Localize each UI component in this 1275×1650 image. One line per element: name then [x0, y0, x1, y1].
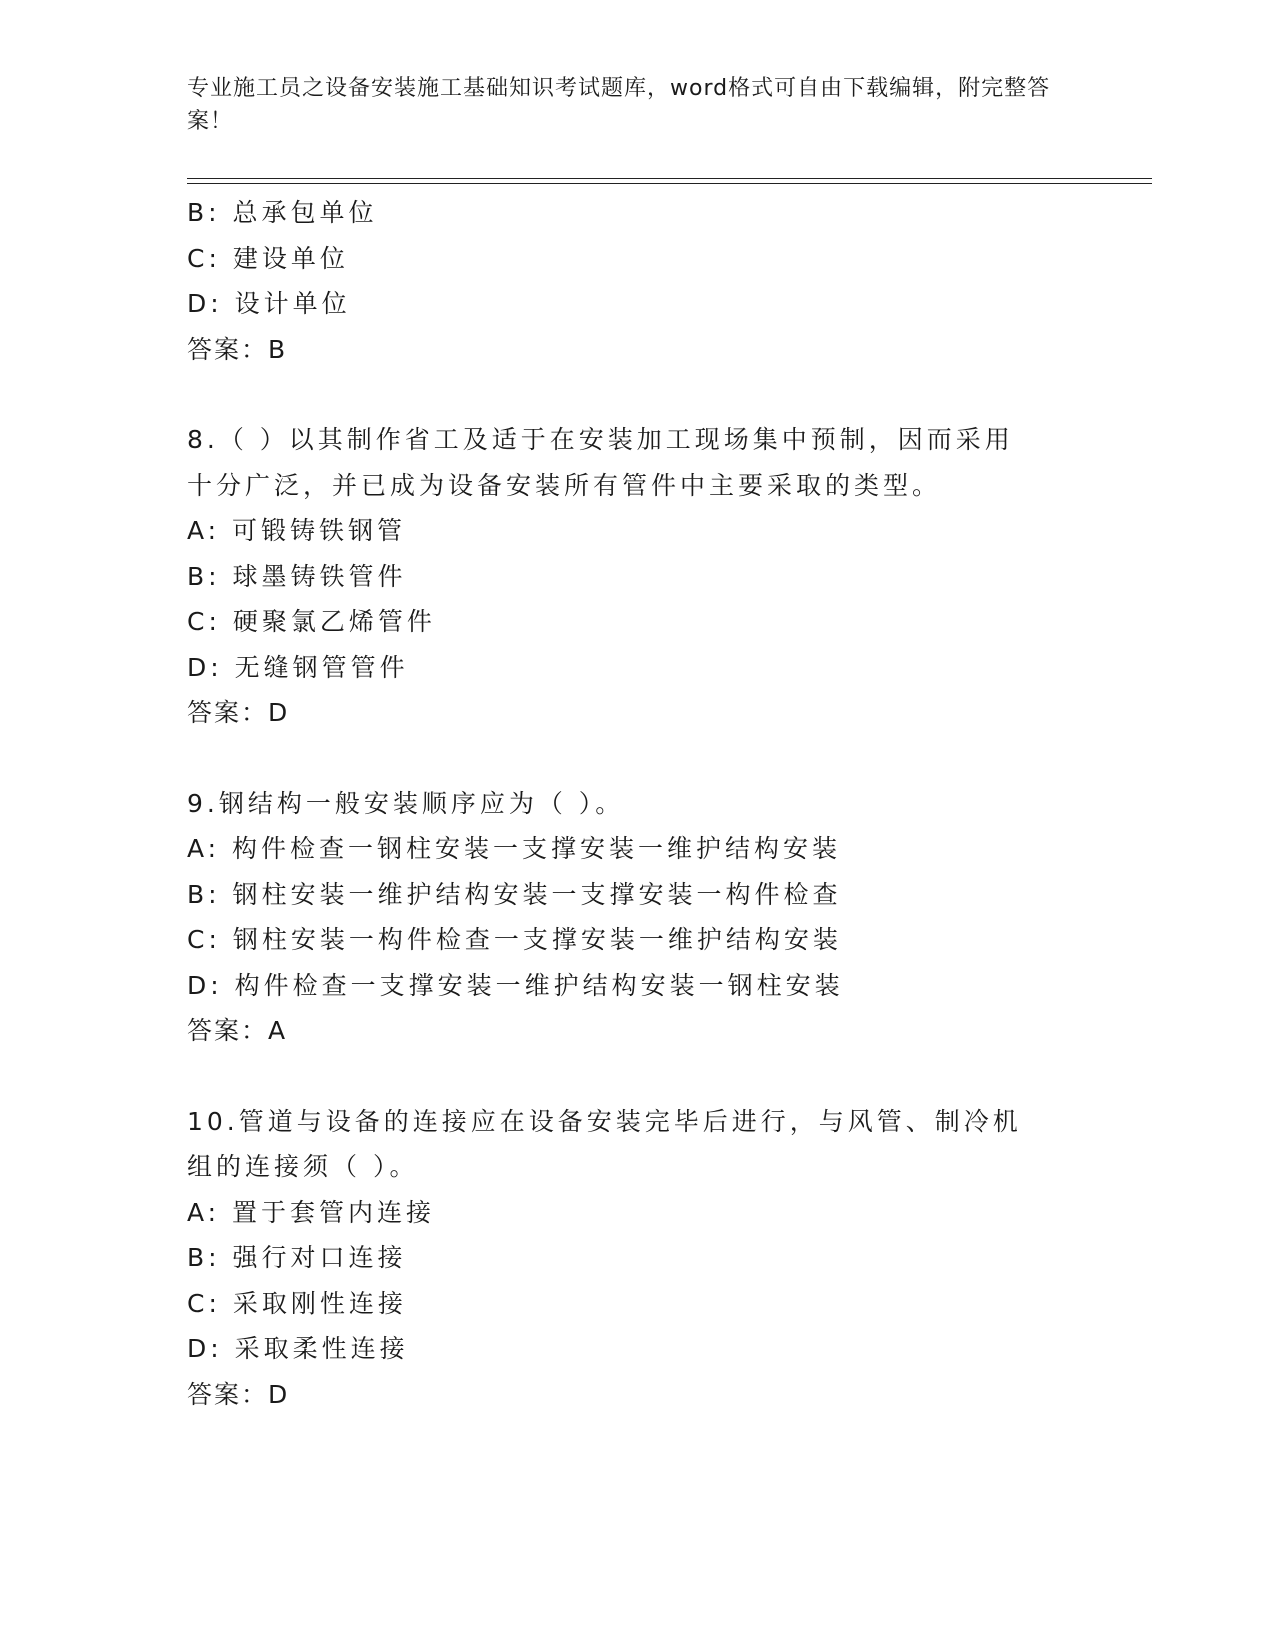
- option-a: A: 可锻铸铁钢管: [187, 516, 407, 545]
- option-d: D: 无缝钢管管件: [187, 652, 409, 682]
- header-rule-bottom: [187, 183, 1152, 184]
- question-10: [187, 1099, 1087, 1418]
- header-rule-top: [187, 178, 1152, 179]
- option-d: D: 采取柔性连接: [187, 1334, 409, 1363]
- option-b: B: 总承包单位: [187, 198, 378, 227]
- question-8: [187, 417, 1087, 736]
- option-c: C: 建设单位: [187, 243, 349, 273]
- answer: 答案：D: [187, 698, 290, 727]
- option-b: B: 钢柱安装一维护结构安装一支撑安装一构件检查: [187, 879, 842, 909]
- answer: 答案：D: [187, 1379, 290, 1409]
- option-c: C: 硬聚氯乙烯管件: [187, 607, 436, 636]
- question-9: [187, 781, 1087, 1054]
- spacer: [187, 372, 1087, 417]
- spacer: [187, 1054, 1087, 1099]
- option-d: D: 构件检查一支撑安装一维护结构安装一钢柱安装: [187, 970, 844, 1000]
- option-c: C: 采取刚性连接: [187, 1288, 407, 1318]
- answer: 答案：A: [187, 1016, 288, 1045]
- question-text: 9.钢结构一般安装顺序应为（ ）。: [187, 788, 625, 818]
- page-header: 专业施工员之设备安装施工基础知识考试题库，word格式可自由下载编辑，附完整答案！: [187, 76, 1051, 134]
- answer: 答案：B: [187, 334, 288, 364]
- option-b: B: 强行对口连接: [187, 1243, 407, 1272]
- option-c: C: 钢柱安装一构件检查一支撑安装一维护结构安装: [187, 925, 842, 954]
- option-a: A: 构件检查一钢柱安装一支撑安装一维护结构安装: [187, 834, 842, 863]
- question-list: [187, 190, 1087, 1417]
- option-b: B: 球墨铸铁管件: [187, 561, 407, 591]
- question-text: 8.（ ）以其制作省工及适于在安装加工现场集中预制，因而采用十分广泛，并已成为设备安装所有管件中主要采取的类型。: [187, 425, 1014, 500]
- question-text: 10.管道与设备的连接应在设备安装完毕后进行，与风管、制冷机组的连接须（ ）。: [187, 1106, 1022, 1181]
- spacer: [187, 736, 1087, 781]
- question-7-continuation: [187, 190, 1087, 372]
- option-d: D: 设计单位: [187, 289, 351, 318]
- option-a: A: 置于套管内连接: [187, 1197, 436, 1227]
